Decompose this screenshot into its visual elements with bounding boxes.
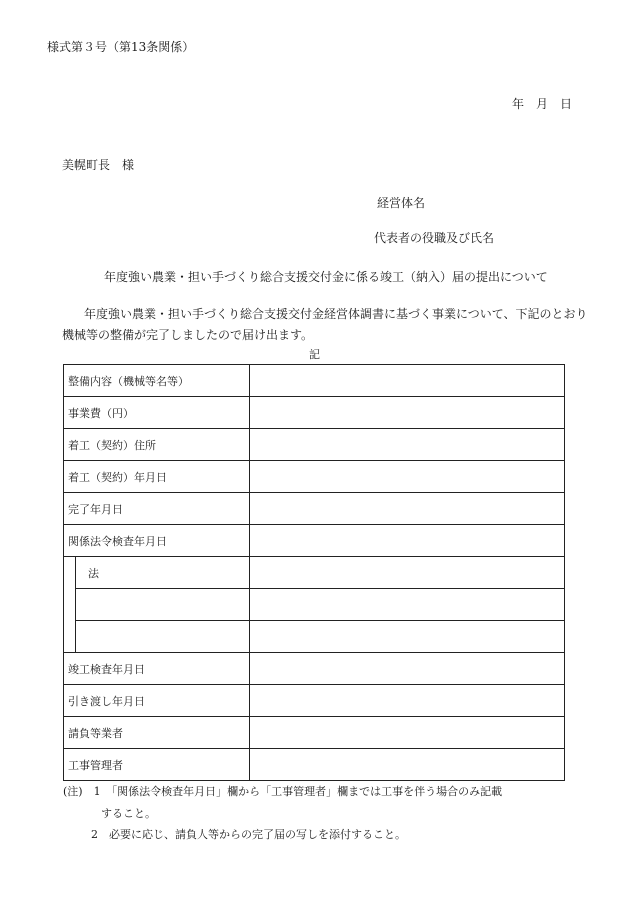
indent-spacer	[64, 557, 76, 589]
subrow-value	[250, 557, 565, 589]
indent-spacer	[64, 621, 76, 653]
table-row	[64, 365, 565, 397]
row-label: 竣工検査年月日	[64, 653, 250, 685]
row-value	[250, 685, 565, 717]
date-line: 年 月 日	[512, 97, 573, 111]
note-1-line-1: (注) 1 「関係法令検査年月日」欄から「工事管理者」欄までは工事を伴う場合のみ記載	[63, 785, 503, 798]
table-subrow	[64, 589, 565, 621]
table-row	[64, 461, 565, 493]
table-row	[64, 749, 565, 781]
table-row	[64, 525, 565, 557]
row-value	[250, 365, 565, 397]
representative-label: 代表者の役職及び氏名	[374, 231, 495, 245]
row-label: 整備内容（機械等名等）	[64, 365, 250, 397]
row-label: 関係法令検査年月日	[64, 525, 250, 557]
table-row	[64, 717, 565, 749]
ki-heading: 記	[309, 348, 320, 361]
subrow-value	[250, 621, 565, 653]
table-row	[64, 493, 565, 525]
business-name-label: 経営体名	[377, 196, 426, 210]
row-label: 事業費（円）	[64, 397, 250, 429]
row-value	[250, 717, 565, 749]
row-label: 着工（契約）住所	[64, 429, 250, 461]
row-value	[250, 749, 565, 781]
row-value	[250, 525, 565, 557]
row-value	[250, 493, 565, 525]
table-subrow	[64, 621, 565, 653]
table-row	[64, 685, 565, 717]
table-row	[64, 429, 565, 461]
body-text: 年度強い農業・担い手づくり総合支援交付金経営体調書に基づく事業について、下記のとおり機械等の整備が完了しましたので届け出ます。	[62, 307, 588, 342]
row-label: 工事管理者	[64, 749, 250, 781]
indent-spacer	[64, 589, 76, 621]
detail-table	[63, 364, 565, 781]
document-title: 年度強い農業・担い手づくり総合支援交付金に係る竣工（納入）届の提出について	[104, 270, 548, 284]
row-value	[250, 397, 565, 429]
subrow-value	[250, 589, 565, 621]
table-row	[64, 397, 565, 429]
row-label: 引き渡し年月日	[64, 685, 250, 717]
row-value	[250, 429, 565, 461]
row-value	[250, 461, 565, 493]
note-1-line-2: すること。	[101, 807, 156, 820]
addressee: 美幌町長 様	[62, 158, 135, 172]
form-number: 様式第３号（第13条関係）	[47, 40, 195, 54]
row-label: 請負等業者	[64, 717, 250, 749]
subrow-label	[76, 621, 250, 653]
table-row	[64, 653, 565, 685]
table-subrow	[64, 557, 565, 589]
row-label: 完了年月日	[64, 493, 250, 525]
row-value	[250, 653, 565, 685]
subrow-label: 法	[76, 557, 250, 589]
row-label: 着工（契約）年月日	[64, 461, 250, 493]
subrow-label	[76, 589, 250, 621]
note-2: 2 必要に応じ、請負人等からの完了届の写しを添付すること。	[91, 828, 406, 841]
